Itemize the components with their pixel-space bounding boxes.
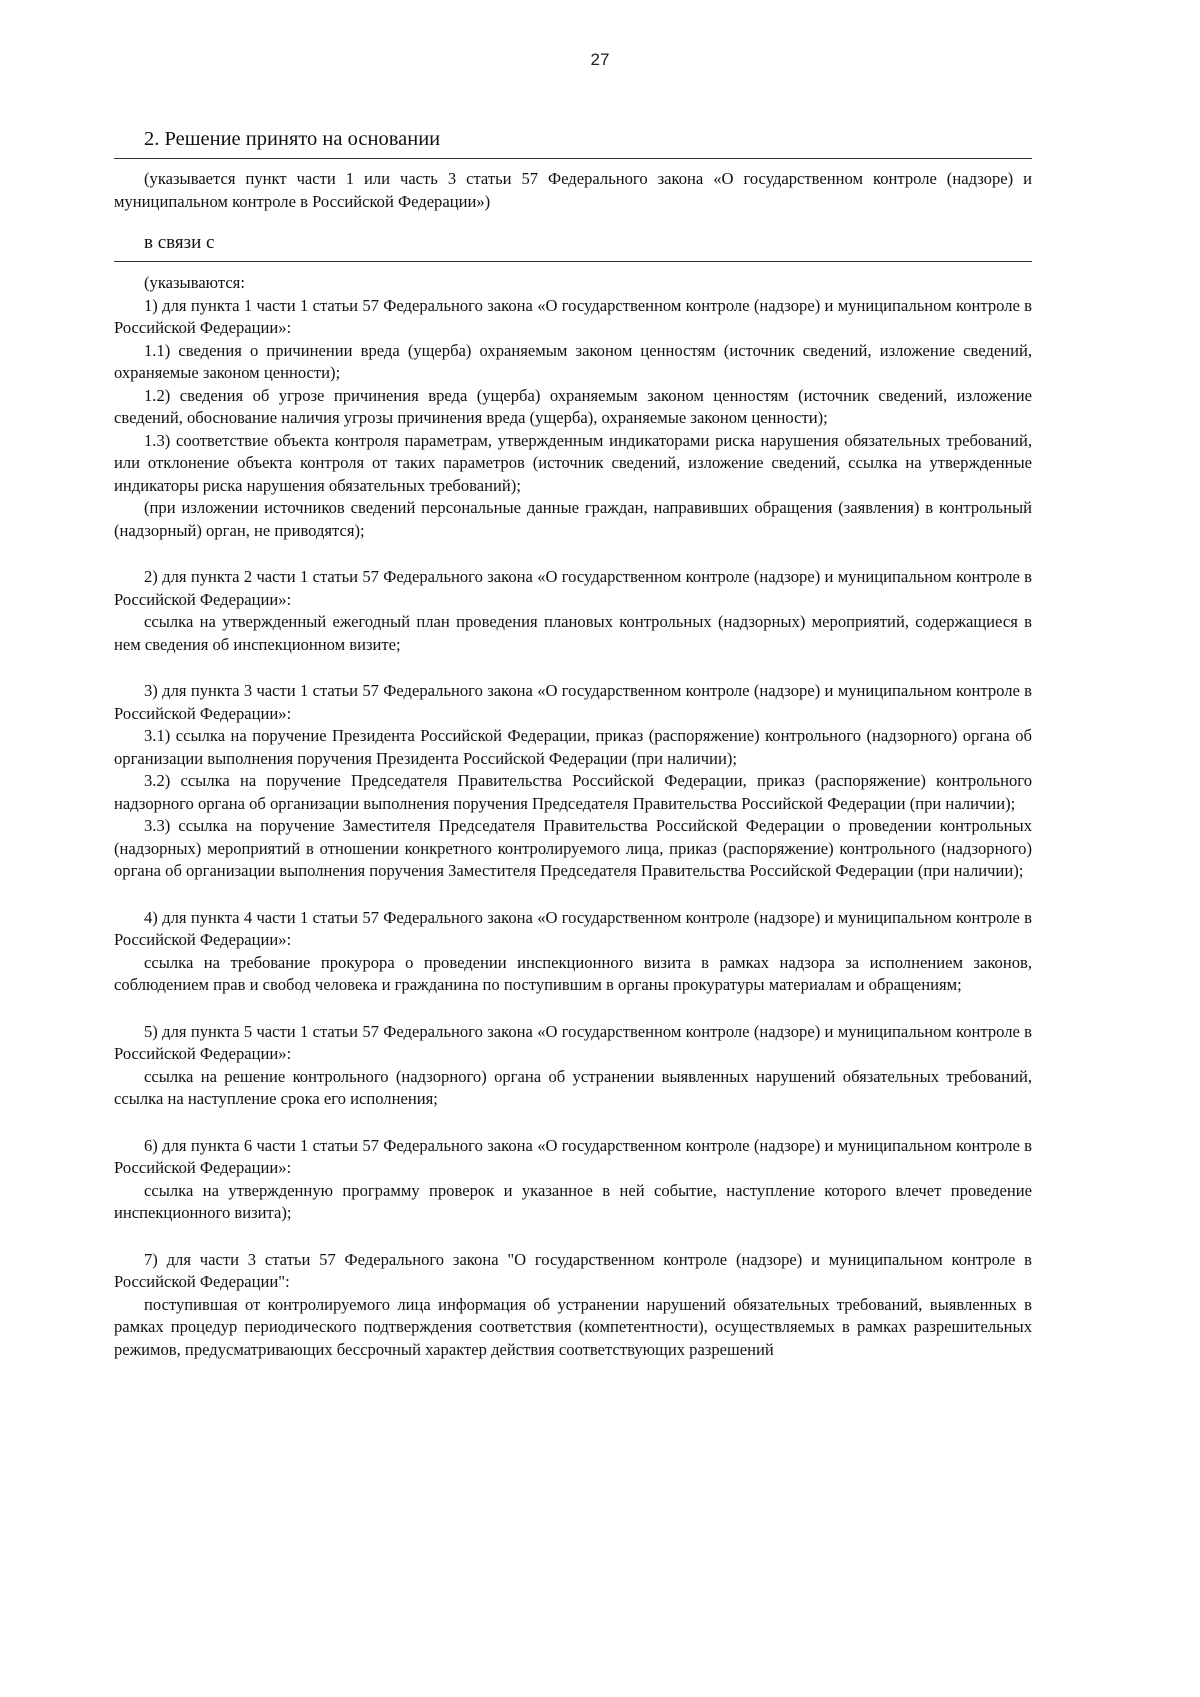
explanation-paragraph: 2) для пункта 2 части 1 статьи 57 Федерального закона «О государственном контроле (надзоре) и муниципальном контроле в Российской Федерации»:: [114, 567, 1032, 609]
explanation-paragraph: 1.2) сведения об угрозе причинения вреда (ущерба) охраняемым законом ценностям (источник сведений, изложение сведений, обоснование наличия угрозы причинения вреда (ущерба), охраняемые законом ценности);: [114, 385, 1032, 427]
paragraph-gap: [114, 883, 1032, 907]
explanation-paragraph: 1.3) соответствие объекта контроля параметрам, утвержденным индикаторами риска нарушения обязательных требований, или отклонение объекта контроля от таких параметров (источник сведений, изложение сведений, ссылка на утвержденные индикаторы риска нарушения обязательных требований);: [114, 430, 1032, 495]
sub-heading: в связи с: [144, 232, 215, 253]
explanation-group: [114, 1021, 1032, 1111]
paragraph-gap: [114, 542, 1032, 566]
explanation-paragraph: поступившая от контролируемого лица информация об устранении нарушений обязательных требований, выявленных в рамках процедур периодического подтверждения соответствия (компетентности), осуществляемых в рамках разрешительных режимов, предусматривающих бессрочный характер действия соответствующих разрешений: [114, 1294, 1032, 1359]
heading-note: (указывается пункт части 1 или часть 3 статьи 57 Федерального закона «О государственном контроле (надзоре) и муниципальном контроле в Российской Федерации»): [114, 169, 1032, 211]
explanation-paragraph: 7) для части 3 статьи 57 Федерального закона "О государственном контроле (надзоре) и муниципальном контроле в Российской Федерации":: [114, 1249, 1032, 1291]
explanation-paragraph: 5) для пункта 5 части 1 статьи 57 Федерального закона «О государственном контроле (надзоре) и муниципальном контроле в Российской Федерации»:: [114, 1021, 1032, 1063]
explanation-paragraph: 1.1) сведения о причинении вреда (ущерба) охраняемым законом ценностям (источник сведений, изложение сведений, охраняемые законом ценности);: [114, 340, 1032, 382]
paragraph-gap: [114, 1225, 1032, 1249]
paragraph-gap: [114, 656, 1032, 680]
page-number: 27: [590, 50, 610, 69]
explanation-paragraph: 3) для пункта 3 части 1 статьи 57 Федерального закона «О государственном контроле (надзоре) и муниципальном контроле в Российской Федерации»:: [114, 681, 1032, 723]
explanation-paragraph: ссылка на решение контрольного (надзорного) органа об устранении выявленных нарушений обязательных требований, ссылка на наступление срока его исполнения;: [114, 1066, 1032, 1108]
paragraph-gap: [114, 1111, 1032, 1135]
explanation-paragraph: ссылка на утвержденную программу проверок и указанное в ней событие, наступление которого влечет проведение инспекционного визита);: [114, 1180, 1032, 1222]
explanation-group: [114, 1249, 1032, 1362]
explanation-group: [114, 1135, 1032, 1225]
fill-in-line: [114, 261, 1032, 262]
paragraph-gap: [114, 997, 1032, 1021]
explanation-list: [114, 272, 1032, 1361]
explanation-group: [114, 272, 1032, 542]
explanation-group: [114, 907, 1032, 997]
explanation-paragraph: 3.2) ссылка на поручение Председателя Правительства Российской Федерации, приказ (распоряжение) контрольного надзорного органа об организации выполнения поручения Председателя Правительства Российской Федерации (при наличии);: [114, 771, 1032, 813]
explanation-paragraph: (указываются:: [144, 273, 245, 292]
explanation-paragraph: ссылка на требование прокурора о проведении инспекционного визита в рамках надзора за исполнением законов, соблюдением прав и свобод человека и гражданина по поступившим в органы прокуратуры материалам и обращениям;: [114, 952, 1032, 994]
section-heading: 2. Решение принято на основании: [144, 128, 441, 150]
explanation-paragraph: 3.1) ссылка на поручение Президента Российской Федерации, приказ (распоряжение) контрольного (надзорного) органа об организации выполнения поручения Президента Российской Федерации (при наличии);: [114, 726, 1032, 768]
explanation-paragraph: 3.3) ссылка на поручение Заместителя Председателя Правительства Российской Федерации о проведении контрольных (надзорных) мероприятий в отношении конкретного контролируемого лица, приказ (распоряжение) контрольного (надзорного) органа об организации выполнения поручения Заместителя Председателя Правительства Российской Федерации (при наличии);: [114, 816, 1032, 880]
fill-in-line: [114, 158, 1032, 159]
explanation-paragraph: (при изложении источников сведений персональные данные граждан, направивших обращения (заявления) в контрольный (надзорный) орган, не приводятся);: [114, 498, 1032, 540]
explanation-paragraph: 1) для пункта 1 части 1 статьи 57 Федерального закона «О государственном контроле (надзоре) и муниципальном контроле в Российской Федерации»:: [114, 295, 1032, 337]
explanation-paragraph: 6) для пункта 6 части 1 статьи 57 Федерального закона «О государственном контроле (надзоре) и муниципальном контроле в Российской Федерации»:: [114, 1135, 1032, 1177]
explanation-group: [114, 680, 1032, 883]
document-content: [114, 126, 1032, 1361]
explanation-paragraph: 4) для пункта 4 части 1 статьи 57 Федерального закона «О государственном контроле (надзоре) и муниципальном контроле в Российской Федерации»:: [114, 907, 1032, 949]
explanation-paragraph: ссылка на утвержденный ежегодный план проведения плановых контрольных (надзорных) мероприятий, содержащиеся в нем сведения об инспекционном визите;: [114, 612, 1032, 654]
explanation-group: [114, 566, 1032, 656]
